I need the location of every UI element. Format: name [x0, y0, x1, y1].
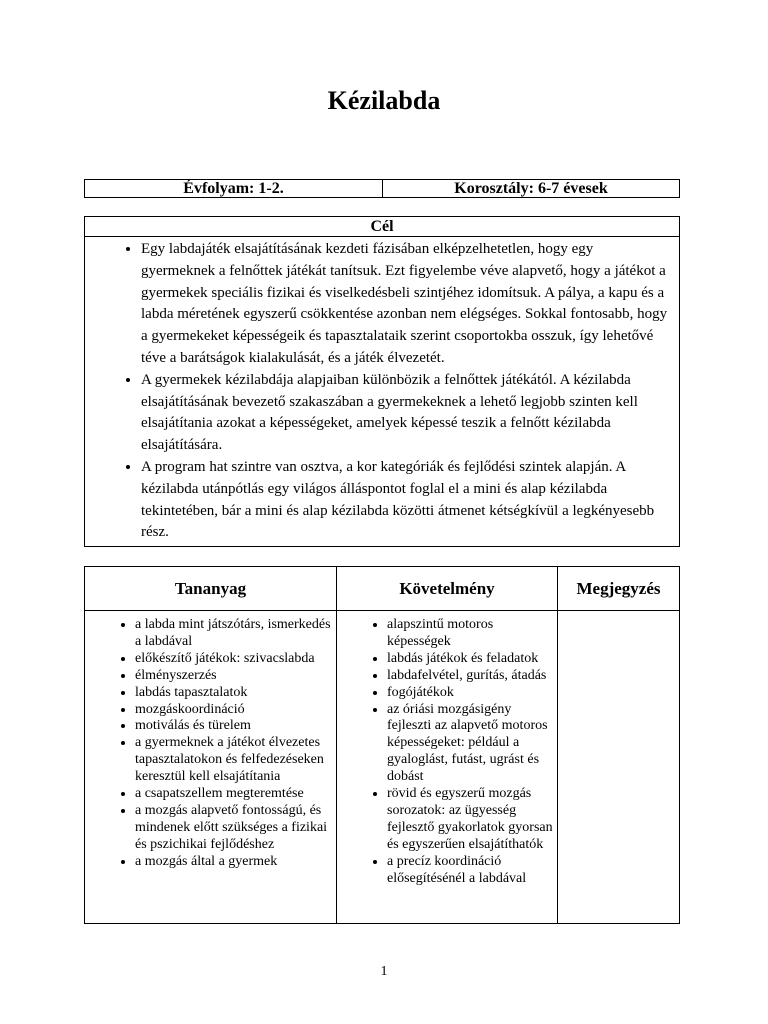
tananyag-list: [85, 617, 332, 871]
tananyag-cell: [85, 611, 337, 924]
list-item: • fogójátékok: [387, 685, 553, 702]
kovetelmeny-list: [337, 617, 553, 888]
goal-table: [84, 216, 680, 547]
list-item: • labdás tapasztalatok: [135, 685, 332, 702]
list-item: • alapszintű motoros képességek: [387, 617, 553, 651]
header-tananyag: Tananyag: [85, 567, 337, 611]
list-item: • előkészítő játékok: szivacslabda: [135, 651, 332, 668]
goal-item: • A program hat szintre van osztva, a kor kategóriák és fejlődési szintek alapján. A kézilabda utánpótlás egy világos álláspontot foglal el a mini és alap kézilabda tekintetében, bár a mini és alap kézilabda közötti átmenet kétségkívül a legkényesebb rész.: [141, 457, 671, 544]
list-item: • a precíz koordináció elősegítésénél a labdával: [387, 854, 553, 888]
grade-cell: Évfolyam: 1-2.: [85, 180, 383, 198]
header-megjegyzes: Megjegyzés: [558, 567, 680, 611]
list-item: • labdás játékok és feladatok: [387, 651, 553, 668]
grade-info-table: [84, 179, 680, 198]
curriculum-table: [84, 566, 680, 924]
header-kovetelmeny: Követelmény: [337, 567, 558, 611]
list-item: • a mozgás által a gyermek: [135, 854, 332, 871]
goal-header: Cél: [85, 217, 680, 237]
list-item: • labdafelvétel, gurítás, átadás: [387, 668, 553, 685]
goal-item: • Egy labdajáték elsajátításának kezdeti fázisában elképzelhetetlen, hogy egy gyermeknek a felnőttek játékát tanítsuk. Ezt figyelembe véve alapvető, hogy a játékot a gyermekek speciális fizikai és viselkedésbeli szintjéhez idomítsuk. A pálya, a kapu és a labda méretének egyszerű csökkentése azonban nem elégséges. Sokkal fontosabb, hogy a gyermekeket képességeik és tapasztalataik szerint csoportokba osszuk, így lehetővé téve a barátságok kialakulását, és a játék élvezetét.: [141, 239, 671, 370]
list-item: • a gyermeknek a játékot élvezetes tapasztalatokon és felfedezéseken keresztül kell elsajátítania: [135, 735, 332, 786]
kovetelmeny-cell: [337, 611, 558, 924]
list-item: • mozgáskoordináció: [135, 702, 332, 719]
list-item: • a labda mint játszótárs, ismerkedés a labdával: [135, 617, 332, 651]
page-number: 1: [380, 964, 388, 979]
list-item: • élményszerzés: [135, 668, 332, 685]
list-item: • motiválás és türelem: [135, 718, 332, 735]
list-item: • az óriási mozgásigény fejleszti az alapvető motoros képességeket: például a gyaloglást, futást, ugrást és dobást: [387, 702, 553, 787]
list-item: • a csapatszellem megteremtése: [135, 786, 332, 803]
age-group-cell: Korosztály: 6-7 évesek: [383, 180, 680, 198]
goal-list: [85, 239, 671, 544]
goal-item: • A gyermekek kézilabdája alapjaiban különbözik a felnőttek játékától. A kézilabda elsajátításának bevezető szakaszában a gyermekeknek a lehető legjobb szinten kell elsajátítania azokat a képességeket, amelyek képessé teszik a felnőtt kézilabda elsajátítására.: [141, 370, 671, 457]
list-item: • rövid és egyszerű mozgás sorozatok: az ügyesség fejlesztő gyakorlatok gyorsan és egyszerűen elsajátíthatók: [387, 786, 553, 854]
megjegyzes-cell: [558, 611, 680, 924]
goal-body: [85, 237, 680, 547]
list-item: • a mozgás alapvető fontosságú, és mindenek előtt szükséges a fizikai és pszichikai fejlődéshez: [135, 803, 332, 854]
page-title: Kézilabda: [327, 86, 441, 115]
